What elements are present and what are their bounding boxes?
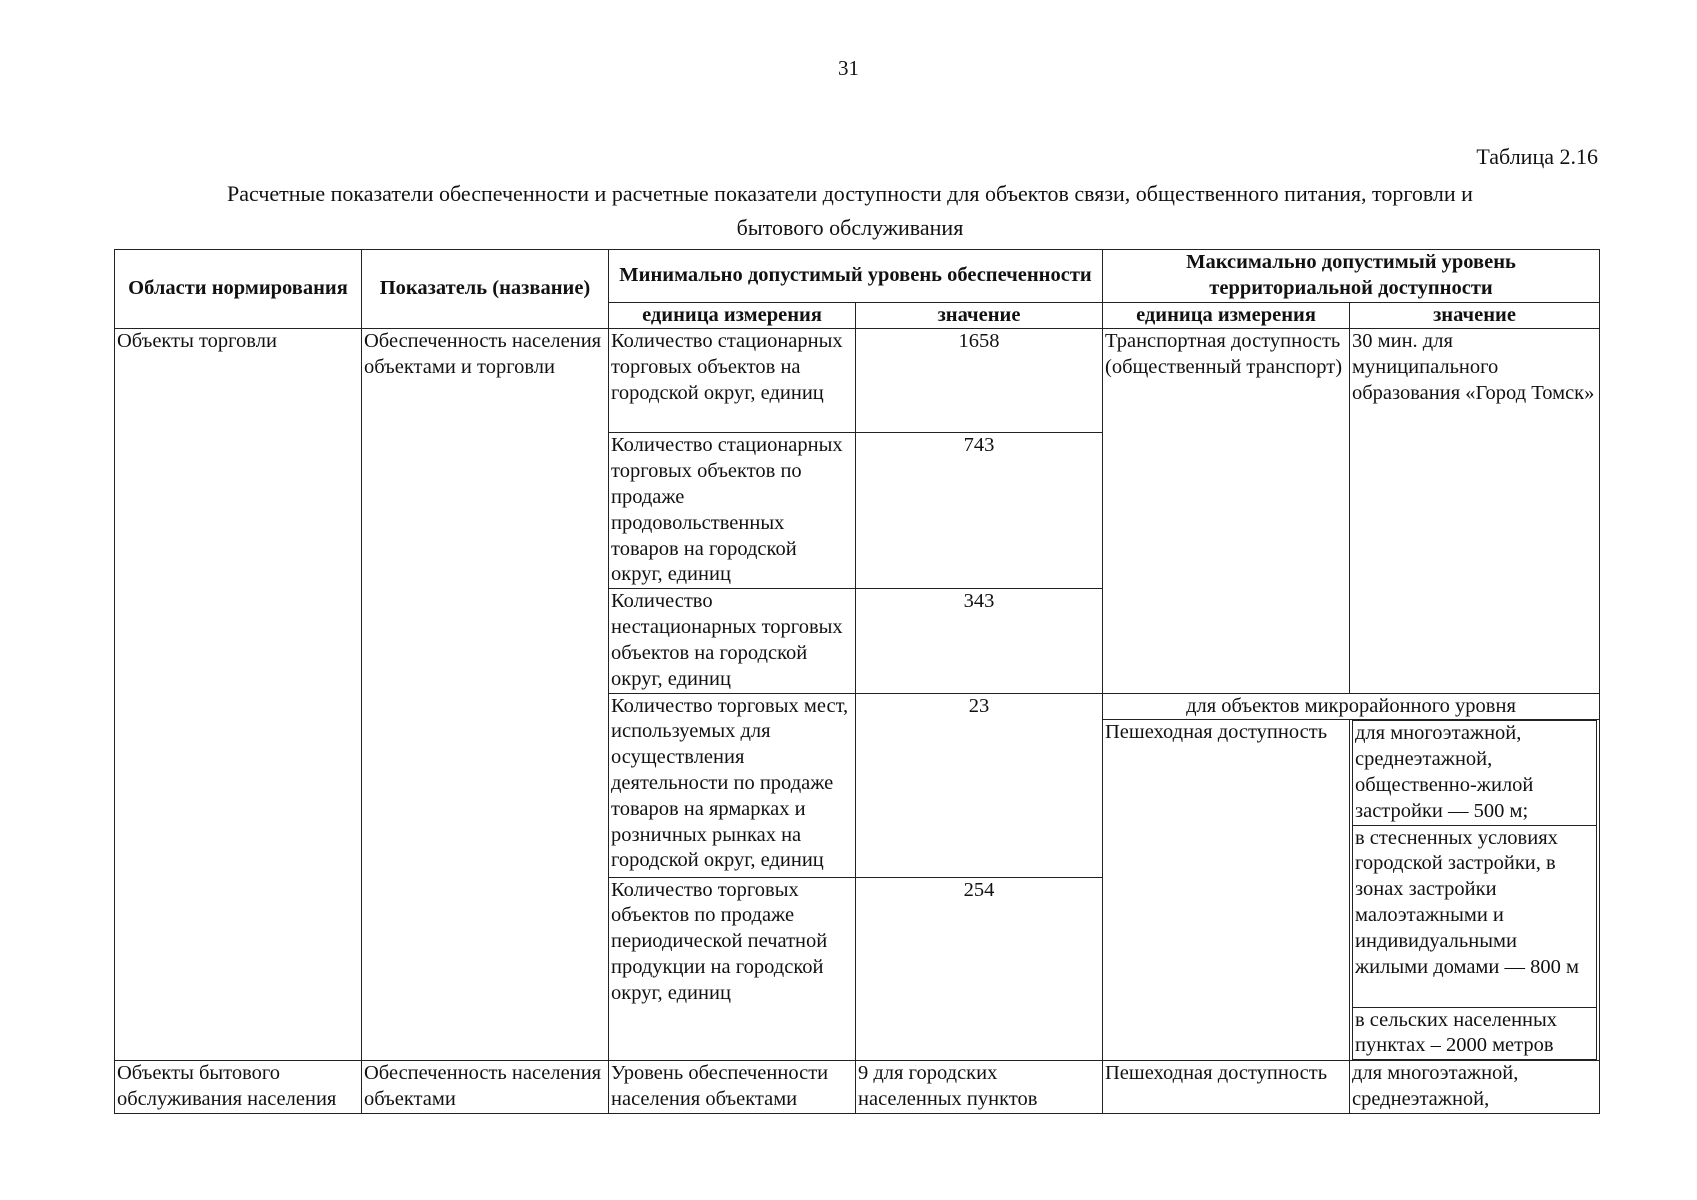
unit-cell: Количество нестационарных торговых объектов на городской округ, единиц <box>609 589 856 693</box>
transport-value: 30 мин. для муниципального образования «Город Томск» <box>1350 329 1600 693</box>
indicator-trade: Обеспеченность населения объектами и торговли <box>362 329 609 1061</box>
header-min-value: значение <box>856 302 1103 329</box>
value-cell: 1658 <box>856 329 1103 433</box>
pedestrian-value: для многоэтажной, среднеэтажной, общественно-жилой застройки — 500 м; <box>1353 721 1597 825</box>
value-cell: 254 <box>856 877 1103 1061</box>
pedestrian-value: в стесненных условиях городской застройки, в зонах застройки малоэтажными и индивидуальными жилыми домами — 800 м <box>1353 825 1597 1007</box>
caption-line-1: Расчетные показатели обеспеченности и расчетные показатели доступности для объектов связи, общественного питания, торговли и <box>227 181 1473 206</box>
value-cell: 9 для городских населенных пунктов <box>856 1061 1103 1114</box>
header-min-unit: единица измерения <box>609 302 856 329</box>
unit-cell: Количество стационарных торговых объектов по продаже продовольственных товаров на городской округ, единиц <box>609 433 856 589</box>
header-max-unit: единица измерения <box>1103 302 1350 329</box>
unit-cell: Уровень обеспеченности населения объектами <box>609 1061 856 1114</box>
table-caption <box>140 177 1560 245</box>
indicator-household: Обеспеченность населения объектами <box>362 1061 609 1114</box>
value-cell: 343 <box>856 589 1103 693</box>
table-row <box>115 329 1600 433</box>
pedestrian-values <box>1350 720 1600 1061</box>
value-cell: 743 <box>856 433 1103 589</box>
header-indicator: Показатель (название) <box>362 250 609 329</box>
header-row-1 <box>115 250 1600 303</box>
header-areas: Области нормирования <box>115 250 362 329</box>
header-max-group: Максимально допустимый уровень территориальной доступности <box>1103 250 1600 303</box>
page-number: 31 <box>838 56 859 80</box>
table-row <box>115 1061 1600 1114</box>
value-cell: 23 <box>856 693 1103 877</box>
area-household: Объекты бытового обслуживания населения <box>115 1061 362 1114</box>
unit-cell: Количество стационарных торговых объектов на городской округ, единиц <box>609 329 856 433</box>
unit-cell: Количество торговых мест, используемых для осуществления деятельности по продаже товаров на ярмарках и розничных рынках на городской округ, единиц <box>609 693 856 877</box>
access-value: для многоэтажной, среднеэтажной, <box>1350 1061 1600 1114</box>
micro-level-note: для объектов микрорайонного уровня <box>1103 693 1600 720</box>
header-max-value: значение <box>1350 302 1600 329</box>
pedestrian-values-list <box>1352 720 1597 1060</box>
unit-cell: Количество торговых объектов по продаже периодической печатной продукции на городской округ, единиц <box>609 877 856 1061</box>
area-trade: Объекты торговли <box>115 329 362 1061</box>
access-unit: Пешеходная доступность <box>1103 1061 1350 1114</box>
header-min-group: Минимально допустимый уровень обеспеченности <box>609 250 1103 303</box>
pedestrian-value: в сельских населенных пунктах – 2000 метров <box>1353 1007 1597 1060</box>
transport-unit: Транспортная доступность (общественный транспорт) <box>1103 329 1350 693</box>
pedestrian-unit: Пешеходная доступность <box>1103 720 1350 1061</box>
table-label: Таблица 2.16 <box>1476 144 1598 169</box>
standards-table <box>114 249 1600 1114</box>
caption-line-2: бытового обслуживания <box>736 215 964 240</box>
